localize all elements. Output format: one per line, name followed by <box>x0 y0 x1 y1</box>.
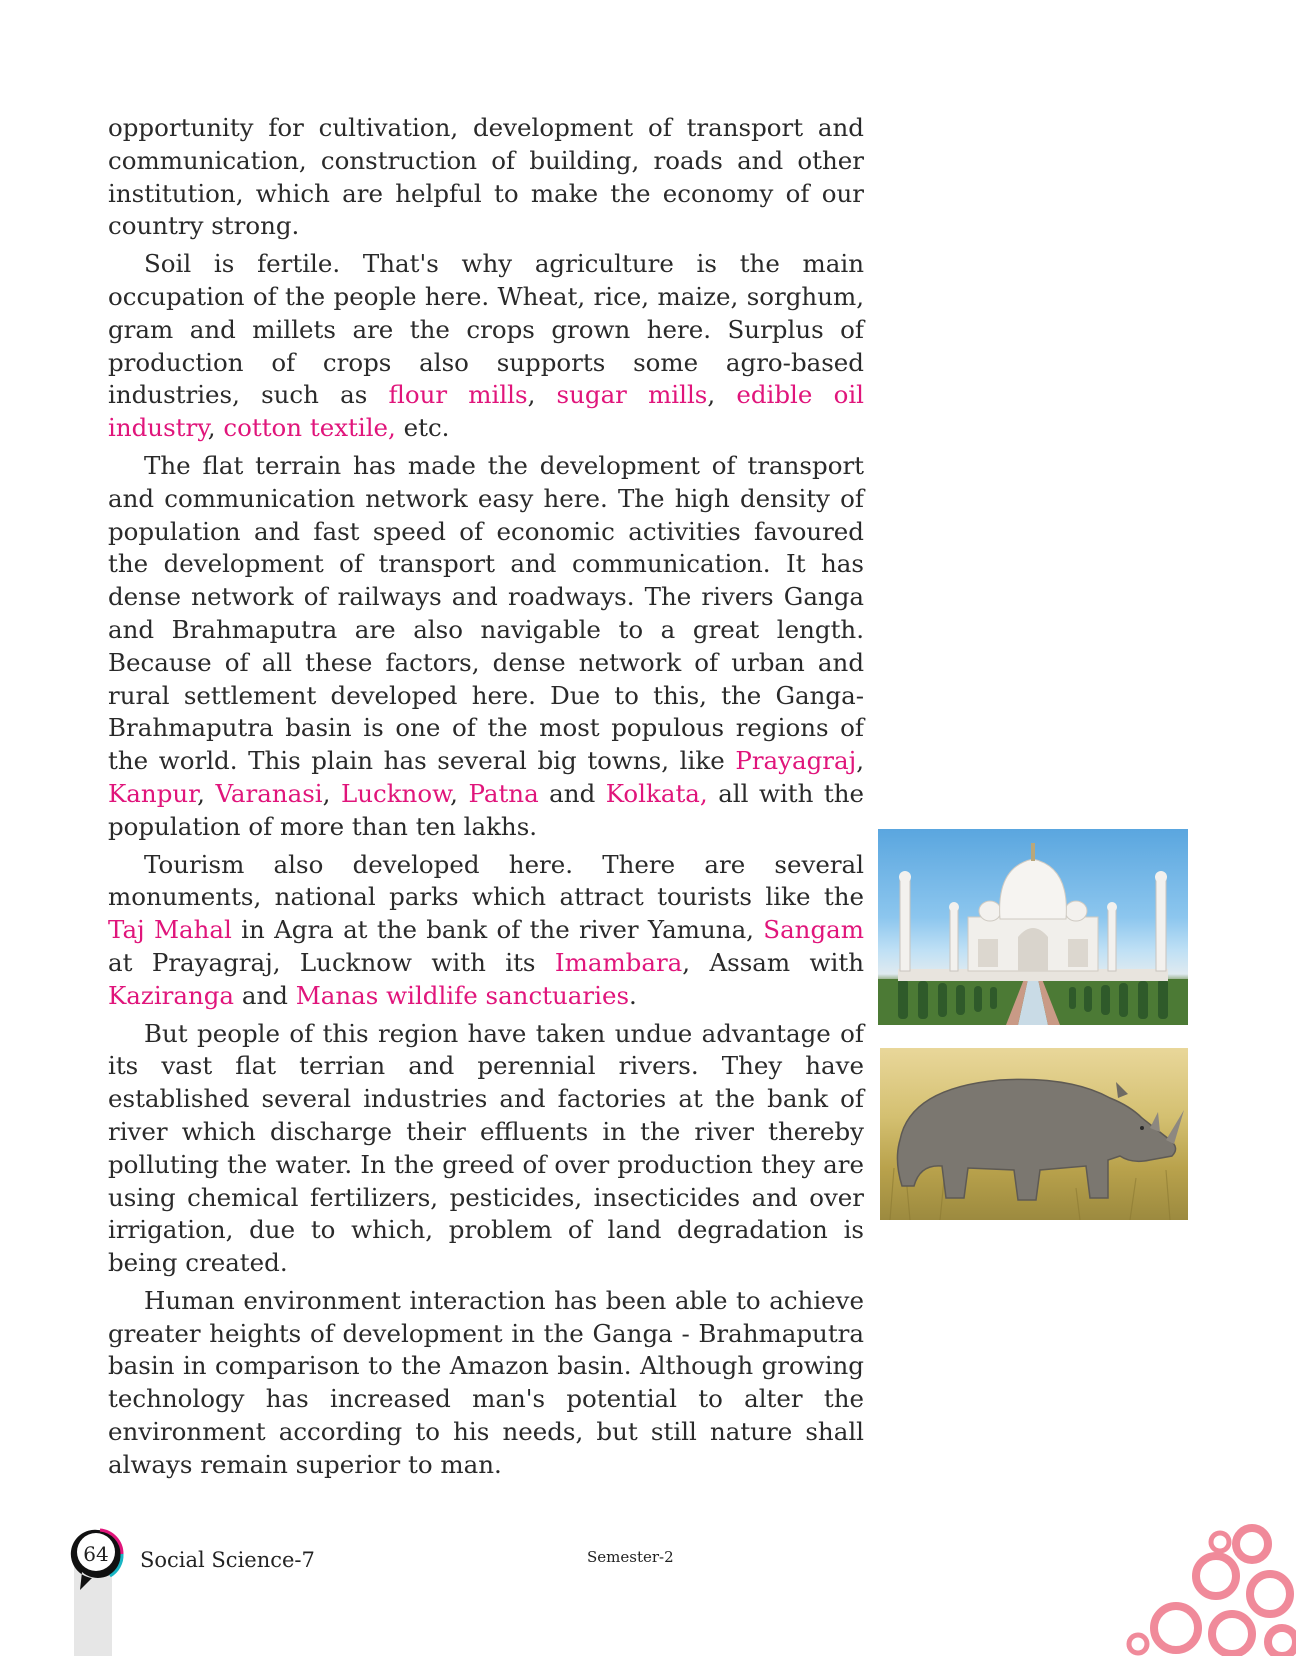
text-run: at Prayagraj, Lucknow with its <box>108 947 555 977</box>
paragraph <box>108 849 864 1013</box>
highlighted-term: sugar mills <box>556 380 708 410</box>
text-run: all with the population of more than ten lakhs. <box>108 778 865 841</box>
paragraph <box>108 1018 864 1280</box>
paragraph <box>108 450 864 844</box>
text-run: , <box>707 380 737 410</box>
text-run: . <box>629 980 637 1010</box>
text-run: , <box>322 778 341 808</box>
rhinoceros-photo <box>880 1048 1188 1220</box>
taj-mahal-photo <box>878 829 1188 1025</box>
semester-label: Semester-2 <box>587 1548 674 1566</box>
highlighted-term: Prayagraj <box>735 746 857 776</box>
highlighted-term: edible oil industry <box>108 380 864 443</box>
paragraph <box>108 112 864 243</box>
highlighted-term: Varanasi <box>215 778 323 808</box>
text-run: , <box>450 778 469 808</box>
highlighted-term: Taj Mahal <box>108 915 232 945</box>
highlighted-term: cotton textile, <box>223 413 396 443</box>
text-run: , <box>207 413 224 443</box>
highlighted-term: Patna <box>468 778 539 808</box>
highlighted-term: flour mills <box>388 380 528 410</box>
text-run: , <box>856 746 864 776</box>
highlighted-term: Sangam <box>763 915 864 945</box>
text-run: Soil is fertile. That's why agriculture is the main occupation of the people here. Wheat, rice, maize, sorghum, gram and millets are the crops grown here. Surplus of production of crops also supports some agro-based industries, such as <box>108 249 864 410</box>
paragraph <box>108 1285 864 1482</box>
text-run: But people of this region have taken undue advantage of its vast flat terrian and perennial rivers. They have established several industries and factories at the bank of river which discharge their effluents in the river thereby polluting the water. In the greed of over production they are using chemical fertilizers, pesticides, insecticides and over irrigation, due to which, problem of land degradation is being created. <box>108 1018 864 1278</box>
rhinoceros-illustration <box>880 1048 1188 1220</box>
paragraph <box>108 248 864 445</box>
taj-mahal-illustration <box>878 829 1188 1025</box>
text-run: , <box>197 778 216 808</box>
highlighted-term: Kanpur <box>108 778 198 808</box>
body-text-column <box>108 112 864 1487</box>
text-run: in Agra at the bank of the river Yamuna, <box>231 915 764 945</box>
text-run: and <box>234 980 296 1010</box>
page-number: 64 <box>83 1542 109 1566</box>
highlighted-term: Imambara <box>554 947 683 977</box>
corner-circles-decoration <box>1120 1516 1296 1656</box>
text-run: , <box>527 380 557 410</box>
highlighted-term: Kaziranga <box>108 980 235 1010</box>
text-run: , Assam with <box>682 947 864 977</box>
text-run: Tourism also developed here. There are several monuments, national parks which attract tourists like the <box>108 849 864 912</box>
text-run: The flat terrain has made the development of transport and communication network easy here. The high density of population and fast speed of economic activities favoured the development of transport and communication. It has dense network of railways and roadways. The rivers Ganga and Brahmaputra are also navigable to a great length. Because of all these factors, dense network of urban and rural settlement developed here. Due to this, the Ganga-Brahmaputra basin is one of the most populous regions of the world. This plain has several big towns, like <box>108 450 864 776</box>
highlighted-term: Lucknow <box>340 778 451 808</box>
text-run: opportunity for cultivation, development of transport and communication, construction of building, roads and other institution, which are helpful to make the economy of our country strong. <box>108 113 864 241</box>
highlighted-term: Kolkata, <box>605 778 708 808</box>
highlighted-term: Manas wildlife sanctuaries <box>295 980 630 1010</box>
text-run: Human environment interaction has been able to achieve greater heights of development in the Ganga - Brahmaputra basin in comparison to the Amazon basin. Although growing technology has increased man's potential to alter the environment according to his needs, but still nature shall always remain superior to man. <box>108 1285 864 1479</box>
book-title: Social Science-7 <box>140 1548 315 1572</box>
text-run: etc. <box>395 413 450 443</box>
text-run: and <box>538 778 606 808</box>
